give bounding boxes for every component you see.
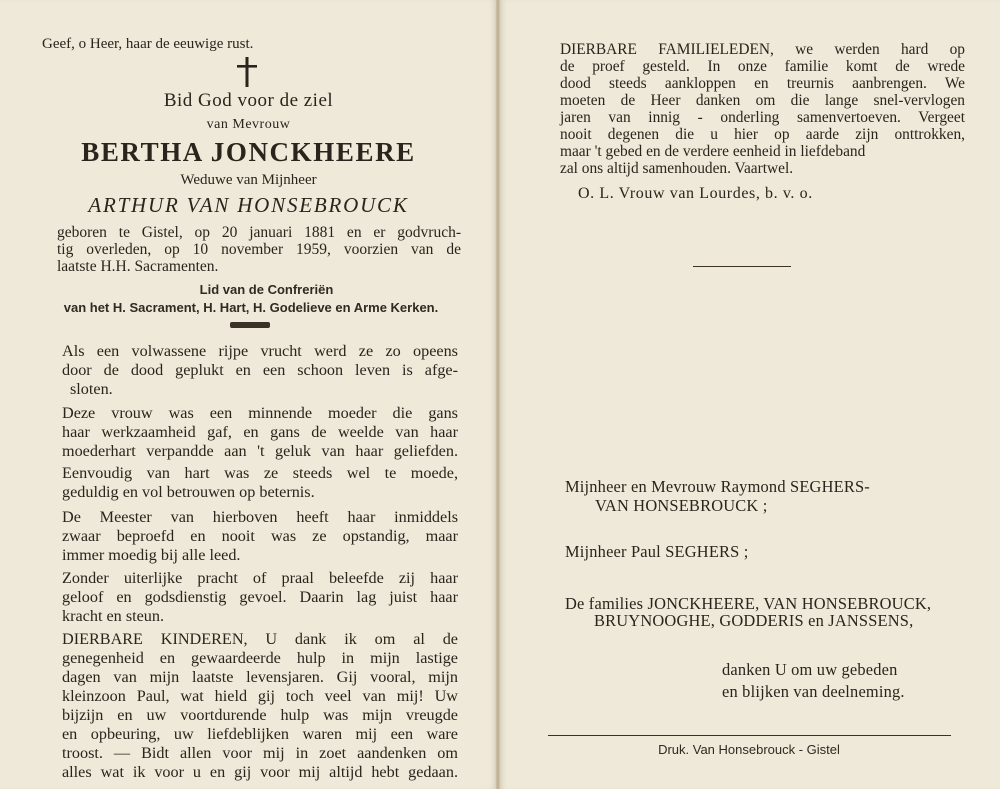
ornament-divider [230,322,270,328]
thanks-line: en blijken van deelneming. [722,682,905,701]
text-line: DIERBARE KINDEREN, U dank ik om al de [62,630,458,648]
mourner-line: De families JONCKHEERE, VAN HONSEBROUCK, [565,594,932,613]
text-line: kleinzoon Paul, wat hield gij toch veel van mij! Uw [62,687,458,705]
family-text-line: DIERBARE FAMILIELEDEN, we werden hard op [560,41,965,58]
thanks-line: danken U om uw gebeden [722,660,898,679]
text-line: genegenheid en gewaardeerde hulp in mijn lastige [62,649,458,667]
deceased-name: BERTHA JONCKHEERE [81,137,416,167]
text-line: haar werkzaamheid gaf, en gans de weelde van haar [62,423,458,441]
printer-credit-text: Druk. Van Honsebrouck - Gistel [658,742,840,757]
mourner-line: Mijnheer Paul SEGHERS ; [565,542,749,561]
text-line: dagen van mijn laatste levensjaren. Gij vooral, mijn [62,668,458,686]
text-line: zwaar beproefd en nooit was ze opstandig, maar [62,527,458,545]
birth-line: laatste H.H. Sacramenten. [57,258,219,275]
text-line: alles wat ik voor u en gij voor mij altijd hebt gedaan. [62,763,458,781]
text-line: immer moedig bij alle leed. [62,546,241,564]
text-line: kracht en steun. [62,607,165,625]
text-line: sloten. [70,380,113,398]
confraternity-list: van het H. Sacrament, H. Hart, H. Godelieve en Arme Kerken. [63,300,439,315]
birth-line: geboren te Gistel, op 20 januari 1881 en er godvruch- [57,224,461,241]
text-line: door de dood geplukt en een schoon leven is afge- [62,361,458,379]
family-text-line: moeten de Heer danken om die lange snel-vervlogen [560,92,965,109]
mourner-line: Mijnheer en Mevrouw Raymond SEGHERS- [565,477,870,496]
latin-cross-icon [232,55,262,89]
text-line: bijzijn en uw voortdurende hulp was mijn vreugde [62,706,458,724]
title-mevrouw: van Mevrouw [206,117,291,132]
family-text-line: de proef gesteld. In onze familie komt de wrede [560,58,965,75]
family-text-line: jaren van innig - onderling samenvertoeven. Vergeet [560,109,965,126]
husband-name: ARTHUR VAN HONSEBROUCK [88,193,409,217]
widow-of-label: Weduwe van Mijnheer [180,172,317,188]
mourner-line: BRUYNOOGHE, GODDERIS en JANSSENS, [594,611,914,630]
text-line: Als een volwassene rijpe vrucht werd ze zo opeens [62,342,458,360]
family-text-line: zal ons altijd samenhouden. Vaartwel. [560,160,794,177]
text-line: De Meester van hierboven heeft haar inmiddels [62,508,458,526]
family-text-line: dood steeds aankloppen en treurnis aanbrengen. We [560,75,965,92]
text-line: Deze vrouw was een minnende moeder die gans [62,404,458,422]
family-text-line: nooit degenen die u hier op aarde zijn onttrokken, [560,126,965,143]
text-line: troost. — Bidt allen voor mij in zoet aandenken om [62,744,458,762]
bottom-rule [548,735,951,736]
confraternity-heading: Lid van de Confreriën [199,282,334,297]
family-text-line: maar 't gebed en de verdere eenheid in liefdeband [560,143,866,160]
text-line: geduldig en vol betrouwen op beternis. [62,483,315,501]
birth-line: tig overleden, op 10 november 1959, voorzien van de [57,241,461,258]
prayer-request: Bid God voor de ziel [163,90,334,111]
printer-credit [0,742,1000,757]
text-line: Zonder uiterlijke pracht of praal beleefde zij haar [62,569,458,587]
text-line: en opbeuring, uw liefdeblijken waren mij een ware [62,725,458,743]
text-line: moederhart verpandde aan 't geluk van haar geliefden. [62,442,458,460]
text-line: Eenvoudig van hart was ze steeds wel te moede, [62,464,458,482]
lourdes-invocation: O. L. Vrouw van Lourdes, b. v. o. [578,185,813,202]
mourner-line: VAN HONSEBROUCK ; [595,496,768,515]
text-line: geloof en godsdienstig gevoel. Daarin lag juist haar [62,588,458,606]
divider-rule [693,266,791,267]
prayer-line: Geef, o Heer, haar de eeuwige rust. [42,36,254,52]
